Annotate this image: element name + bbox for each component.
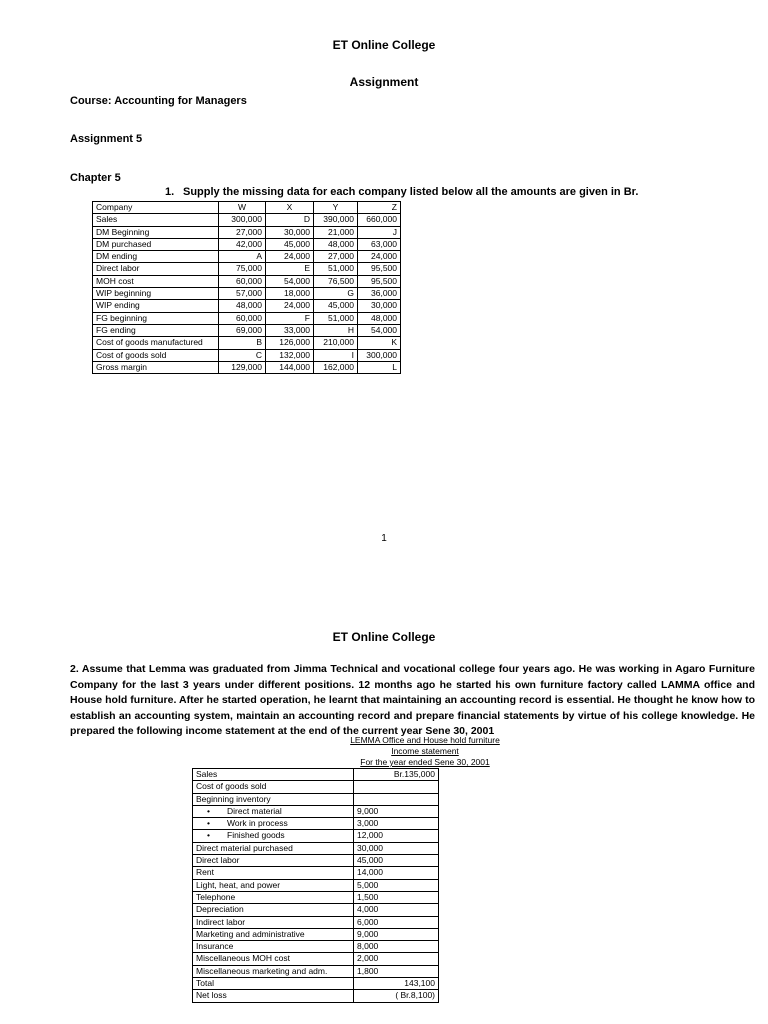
question-1 [165, 186, 638, 198]
statement-row [193, 990, 439, 1002]
cell-value: 36,000 [358, 288, 401, 300]
cell-value: G [314, 288, 358, 300]
table-row [93, 361, 401, 373]
table-row [93, 238, 401, 250]
cell-value: 60,000 [219, 275, 266, 287]
cell-value: B [219, 337, 266, 349]
cell-value: H [314, 324, 358, 336]
bullet-icon: • [207, 818, 210, 829]
statement-value [354, 781, 439, 793]
bullet-icon: • [207, 830, 210, 841]
table-row [93, 312, 401, 324]
statement-value: 1,800 [354, 965, 439, 977]
statement-label: Direct material purchased [193, 842, 354, 854]
cell-value: K [358, 337, 401, 349]
statement-row [193, 953, 439, 965]
cell-value: 48,000 [358, 312, 401, 324]
cell-value: 300,000 [358, 349, 401, 361]
cell-value: 48,000 [314, 238, 358, 250]
statement-label: Telephone [193, 891, 354, 903]
row-label: Sales [93, 214, 219, 226]
statement-label: Cost of goods sold [193, 781, 354, 793]
statement-value: Br.135,000 [354, 769, 439, 781]
statement-label-text: Direct material [227, 805, 282, 816]
cell-value: 95,500 [358, 263, 401, 275]
statement-row [193, 928, 439, 940]
cell-value: 24,000 [266, 300, 314, 312]
statement-value: 45,000 [354, 855, 439, 867]
cell-value: F [266, 312, 314, 324]
row-label: DM ending [93, 251, 219, 263]
bullet-icon: • [207, 805, 210, 816]
cell-value: 132,000 [266, 349, 314, 361]
table-row [93, 337, 401, 349]
statement-row [193, 769, 439, 781]
cell-value: 144,000 [266, 361, 314, 373]
statement-value: 9,000 [354, 805, 439, 817]
cell-value: 24,000 [358, 251, 401, 263]
statement-label [193, 818, 354, 830]
cell-value: E [266, 263, 314, 275]
cell-value: 210,000 [314, 337, 358, 349]
table-row [93, 263, 401, 275]
cell-value: 33,000 [266, 324, 314, 336]
table-row [93, 226, 401, 238]
cell-value: 162,000 [314, 361, 358, 373]
row-label: Cost of goods sold [93, 349, 219, 361]
statement-label: Miscellaneous marketing and adm. [193, 965, 354, 977]
cell-value: 54,000 [266, 275, 314, 287]
page-title: ET Online College [332, 38, 436, 52]
table-row [93, 349, 401, 361]
row-label: DM purchased [93, 238, 219, 250]
cell-value: 390,000 [314, 214, 358, 226]
cell-value: 27,000 [219, 226, 266, 238]
chapter-heading: Chapter 5 [70, 172, 121, 184]
table-row [93, 324, 401, 336]
row-label: FG ending [93, 324, 219, 336]
cell-value: A [219, 251, 266, 263]
statement-title: Income statement [391, 746, 459, 756]
income-statement-table [192, 768, 439, 1003]
cell-value: 60,000 [219, 312, 266, 324]
header-company-x: X [266, 202, 314, 214]
cell-value: 126,000 [266, 337, 314, 349]
statement-row [193, 818, 439, 830]
cell-value: 54,000 [358, 324, 401, 336]
page-number: 1 [381, 533, 387, 544]
statement-row [193, 916, 439, 928]
table-row [93, 214, 401, 226]
page-2-title: ET Online College [332, 630, 436, 644]
statement-row [193, 855, 439, 867]
cell-value: I [314, 349, 358, 361]
statement-value: 6,000 [354, 916, 439, 928]
statement-row [193, 879, 439, 891]
statement-value: 1,500 [354, 891, 439, 903]
cell-value: 300,000 [219, 214, 266, 226]
statement-row [193, 978, 439, 990]
statement-value: 143,100 [354, 978, 439, 990]
statement-label: Light, heat, and power [193, 879, 354, 891]
statement-label: Net loss [193, 990, 354, 1002]
cell-value: 51,000 [314, 263, 358, 275]
cell-value: L [358, 361, 401, 373]
statement-value [354, 793, 439, 805]
cell-value: C [219, 349, 266, 361]
statement-label: Direct labor [193, 855, 354, 867]
header-company-z: Z [358, 202, 401, 214]
cell-value: 27,000 [314, 251, 358, 263]
statement-row [193, 793, 439, 805]
cell-value: 18,000 [266, 288, 314, 300]
table-row [93, 251, 401, 263]
cell-value: D [266, 214, 314, 226]
cell-value: 660,000 [358, 214, 401, 226]
cell-value: 45,000 [266, 238, 314, 250]
cell-value: 57,000 [219, 288, 266, 300]
row-label: Gross margin [93, 361, 219, 373]
assignment-heading: Assignment 5 [70, 133, 143, 145]
cell-value: 129,000 [219, 361, 266, 373]
statement-value: 12,000 [354, 830, 439, 842]
statement-label: Marketing and administrative [193, 928, 354, 940]
row-label: WIP ending [93, 300, 219, 312]
table-row [93, 300, 401, 312]
statement-label [193, 830, 354, 842]
statement-label: Miscellaneous MOH cost [193, 953, 354, 965]
statement-period: For the year ended Sene 30, 2001 [360, 757, 490, 767]
statement-row [193, 781, 439, 793]
statement-row [193, 904, 439, 916]
statement-label: Total [193, 978, 354, 990]
statement-row [193, 830, 439, 842]
question-1-number: 1. [165, 186, 175, 198]
cell-value: 45,000 [314, 300, 358, 312]
cell-value: J [358, 226, 401, 238]
cell-value: 63,000 [358, 238, 401, 250]
table-header-row [93, 202, 401, 214]
row-label: WIP beginning [93, 288, 219, 300]
assignment-title: Assignment [349, 75, 419, 89]
statement-value: ( Br.8,100) [354, 990, 439, 1002]
row-label: MOH cost [93, 275, 219, 287]
question-2-paragraph: 2. Assume that Lemma was graduated from Jimma Technical and vocational college four years ago. He was working in Agaro Furniture Company for the last 3 years under different positions. 12 months ago he started his own furniture factory called LAMMA office and House hold furniture. After he started operation, he learnt that maintaining an accounting record is essential. He thought he know how to establish an accounting system, maintain an accounting record and prepare financial statements by virtue of his college knowledge. He prepared the following income statement at the end of the current year Sene 30, 2001 [70, 663, 755, 737]
course-heading: Course: Accounting for Managers [70, 95, 247, 107]
statement-label: Insurance [193, 941, 354, 953]
cell-value: 76,500 [314, 275, 358, 287]
statement-value: 8,000 [354, 941, 439, 953]
statement-label: Sales [193, 769, 354, 781]
statement-value: 14,000 [354, 867, 439, 879]
statement-company-name: LEMMA Office and House hold furniture [350, 735, 500, 745]
row-label: Cost of goods manufactured [93, 337, 219, 349]
cell-value: 21,000 [314, 226, 358, 238]
row-label: DM Beginning [93, 226, 219, 238]
cell-value: 30,000 [266, 226, 314, 238]
statement-value: 2,000 [354, 953, 439, 965]
row-label: Direct labor [93, 263, 219, 275]
cell-value: 48,000 [219, 300, 266, 312]
table-row [93, 288, 401, 300]
statement-row [193, 965, 439, 977]
cell-value: 75,000 [219, 263, 266, 275]
statement-value: 9,000 [354, 928, 439, 940]
question-1-text: Supply the missing data for each company listed below all the amounts are given in Br. [183, 186, 639, 198]
header-company: Company [93, 202, 219, 214]
statement-label-text: Work in process [227, 818, 288, 829]
statement-label-text: Finished goods [227, 830, 285, 841]
cell-value: 69,000 [219, 324, 266, 336]
table-row [93, 275, 401, 287]
cell-value: 24,000 [266, 251, 314, 263]
header-company-y: Y [314, 202, 358, 214]
statement-row [193, 941, 439, 953]
statement-label [193, 805, 354, 817]
statement-label: Indirect labor [193, 916, 354, 928]
cell-value: 95,500 [358, 275, 401, 287]
statement-value: 4,000 [354, 904, 439, 916]
statement-value: 3,000 [354, 818, 439, 830]
missing-data-table [92, 201, 401, 374]
row-label: FG beginning [93, 312, 219, 324]
statement-row [193, 867, 439, 879]
header-company-w: W [219, 202, 266, 214]
cell-value: 51,000 [314, 312, 358, 324]
cell-value: 42,000 [219, 238, 266, 250]
statement-row [193, 891, 439, 903]
statement-value: 30,000 [354, 842, 439, 854]
statement-label: Depreciation [193, 904, 354, 916]
statement-value: 5,000 [354, 879, 439, 891]
cell-value: 30,000 [358, 300, 401, 312]
statement-label: Rent [193, 867, 354, 879]
statement-row [193, 805, 439, 817]
statement-label: Beginning inventory [193, 793, 354, 805]
statement-row [193, 842, 439, 854]
